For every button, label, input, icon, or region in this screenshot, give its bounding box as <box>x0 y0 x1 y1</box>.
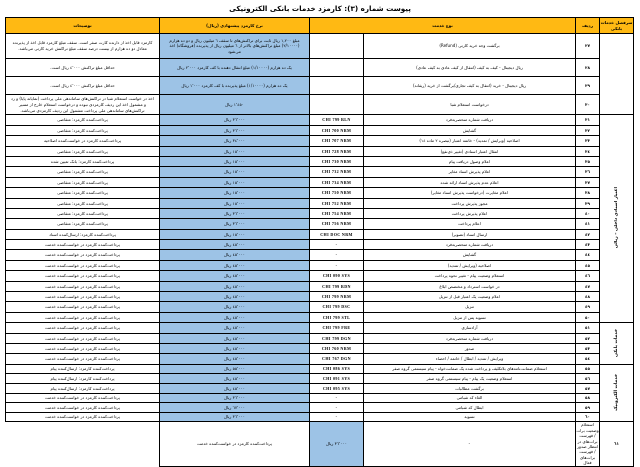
service-code-cell: CHI 090 SYS <box>309 271 363 281</box>
description-cell: پرداخت‌کننده کارمزد: ارسال‌کننده پیام <box>5 364 159 374</box>
fee-amount-cell: ٤٥٬٠٠٠ ریال <box>159 302 309 312</box>
row-number-cell: ٥٧ <box>576 383 600 393</box>
service-code-cell: CHI 734 NRM <box>309 177 363 187</box>
fee-amount-cell: ٤٥٬٠٠٠ ریال <box>159 250 309 260</box>
fee-amount-cell: ٤٥٬٠٠٠ ریال <box>159 354 309 364</box>
service-code-cell: CHI 799 DGN <box>309 333 363 343</box>
description-cell: پرداخت‌کننده کارمزد در خواست‌کننده خدمت <box>5 260 159 270</box>
table-row <box>5 374 633 384</box>
description-cell: پرداخت‌کننده کارمزد: بانک تعیین شده <box>5 156 159 166</box>
description-cell: پرداخت‌کننده کارمزد در خواست‌کننده خدمت <box>5 312 159 322</box>
description-cell: پرداخت‌کننده کارمزد در خواست‌کننده خدمت <box>5 240 159 250</box>
table-row <box>5 177 633 187</box>
service-code-cell: CHI 091 SYS <box>309 374 363 384</box>
service-code-cell: CHI 728 NRM <box>309 146 363 156</box>
header-fee-rate: نرخ کارمزد پیشنهادی (ریال) <box>159 18 309 34</box>
service-name-cell: اعلام مغایرت (درخواست پذیرش اسناد مغایر) <box>364 188 576 198</box>
service-code-cell: CHI 707 NRM <box>309 136 363 146</box>
fee-amount-cell: ١٥٬٠٠٠ ریال <box>159 198 309 208</box>
description-cell: کارمزد قابل اخذ از دارنده کارت صفر است. سقف مبلغ کارمزد قابل اخذ از پذیرنده معادل دو ده هزارم از بیست درصد سقف مبلغ تراکنش خرید کارتی می‌باشد. <box>5 34 159 59</box>
fee-amount-cell: ٤٥٬٠٠٠ ریال <box>159 323 309 333</box>
fee-amount-cell: مبلغ ١,٢٠٠ ریال ثابت برای تراکنش‌های تا سقف ٦ میلیون ریال و دو ده هزارم (٢/١٠٠٠٠) مبلغ تراکنش‌های بالاتر از ٦ میلیون ریال از پذیرنده (فروشگاه) اخذ می‌شود <box>159 34 309 59</box>
fee-amount-cell: ٤٥٬٠٠٠ ریال <box>159 240 309 250</box>
description-cell: پرداخت‌کننده کارمزد: متقاضی <box>5 219 159 229</box>
fee-amount-cell: ٦٧٬٠٠٠ ریال <box>159 403 309 413</box>
service-code-cell <box>309 59 363 77</box>
description-cell: پرداخت‌کننده کارمزد: متقاضی <box>5 167 159 177</box>
table-row <box>5 240 633 250</box>
description-cell: پرداخت‌کننده کارمزد در خواست‌کننده خدمت <box>5 323 159 333</box>
table-row <box>5 302 633 312</box>
service-code-cell: - <box>309 403 363 413</box>
description-cell: پرداخت‌کننده کارمزد در خواست‌کننده خدمت <box>5 302 159 312</box>
fee-amount-cell: ٣٦٬٠٠٠ ریال <box>159 208 309 218</box>
table-row <box>5 250 633 260</box>
table-row <box>5 219 633 229</box>
service-name-cell: تنزیل <box>364 302 576 312</box>
fee-amount-cell: ٤٥٬٠٠٠ ریال <box>159 333 309 343</box>
fee-amount-cell: ٤٥٬٠٠٠ ریال <box>159 374 309 384</box>
service-code-cell <box>309 34 363 59</box>
row-number-cell: ٤٢ <box>576 229 600 239</box>
fee-amount-cell: ٣٦٬٠٠٠ ریال <box>159 412 309 422</box>
table-row <box>5 393 633 403</box>
header-row-no: ردیف <box>576 18 600 34</box>
description-cell: پرداخت‌کننده کارمزد در خواست‌کننده خدمت <box>159 422 309 466</box>
fee-amount-cell: ٣٦٬٠٠٠ ریال <box>309 422 363 466</box>
service-code-cell: CHI 095 SYS <box>309 383 363 393</box>
table-row <box>5 229 633 239</box>
row-number-cell: ٤٩ <box>576 302 600 312</box>
service-name-cell: انتقال اعتبار اسنادی (تغییر ذی‌نفع) <box>364 146 576 156</box>
table-row <box>5 34 633 59</box>
fee-amount-cell: یک ده هزارم (١/١٠٠٠٠) مبلغ انتقال دهنده با کف کارمزد ٢٬٠٠٠ ریال <box>159 59 309 77</box>
service-code-cell: CHI 756 NRM <box>309 219 363 229</box>
service-name-cell: گشایش <box>364 250 576 260</box>
description-cell: پرداخت‌کننده کارمزد: متقاضی <box>5 177 159 187</box>
description-cell: پرداخت‌کننده کارمزد: ارسال‌کننده پیام <box>5 374 159 384</box>
row-number-cell: ٦٠ <box>576 412 600 422</box>
service-code-cell: CHI 799 FRE <box>309 323 363 333</box>
fee-amount-cell: ٥٥٬٠٠٠ ریال <box>159 364 309 374</box>
fee-amount-cell: ١٬٤٥٠ ریال <box>159 95 309 115</box>
service-name-cell: استعلام ضمانت‌نامه‌های بلاتکلیف و پرداخت شده یک ضمانت‌خواه - پیام سیستمی گروه صفر <box>364 364 576 374</box>
header-service-type: نوع خدمت <box>309 18 575 34</box>
service-code-cell: CHI 750 NRM <box>309 188 363 198</box>
service-name-cell: اعلام عدم پذیرش اسناد ارائه شده <box>364 177 576 187</box>
fee-amount-cell: ٤٥٬٠٠٠ ریال <box>159 271 309 281</box>
header-category: سرفصل خدمات بانکی <box>600 18 634 34</box>
service-code-cell: - <box>309 240 363 250</box>
description-cell: پرداخت‌کننده کارمزد در خواست‌کننده خدمت <box>5 292 159 302</box>
row-number-cell: ٣٦ <box>576 167 600 177</box>
service-name-cell: در خواست استرداد و مختصص ابلاغ <box>364 281 576 291</box>
row-number-cell: ٤٥ <box>576 260 600 270</box>
fee-amount-cell: ٤٥٬٠٠٠ ریال <box>159 312 309 322</box>
service-name-cell: دریافت شماره منحصربه‌فرد <box>364 115 576 125</box>
service-code-cell: - <box>364 422 576 466</box>
category-cell <box>600 115 634 323</box>
service-name-cell: برگشت وجه خرید کارتی (Refund) <box>364 34 576 59</box>
fee-amount-cell: ١٥٬٠٠٠ ریال <box>159 167 309 177</box>
fee-amount-cell: ١٥٬٠٠٠ ریال <box>159 229 309 239</box>
fee-amount-cell: ٤٥٬٠٠٠ ریال <box>159 292 309 302</box>
row-number-cell: ٤٨ <box>576 292 600 302</box>
service-name-cell: استعلام وضعیت برات / فهرست برات‌های در انتظار صدور / فهرست برات‌های فعال <box>576 422 599 466</box>
service-code-cell: CHI 732 NRM <box>309 167 363 177</box>
description-cell: پرداخت‌کننده کارمزد: متقاضی <box>5 198 159 208</box>
description-cell: پرداخت‌کننده کارمزد در خواست‌کننده خدمت <box>5 403 159 413</box>
row-number-cell: ٣٣ <box>576 136 600 146</box>
service-name-cell: برگشت مطالبات <box>364 383 576 393</box>
table-row <box>5 167 633 177</box>
service-code-cell: CHI 700 NRM <box>309 125 363 135</box>
service-code-cell: CHI 799 RLN <box>309 115 363 125</box>
description-cell: پرداخت‌کننده کارمزد در خواست‌کننده خدمت <box>5 343 159 353</box>
service-name-cell: ریال دیجیتال - کیف به کیف (انتقال از کیف عادی به کیف عادی) <box>364 59 576 77</box>
table-row <box>5 292 633 302</box>
table-row <box>5 115 633 125</box>
page-title: پیوست شماره (٣): کارمزد خدمات بانکی الکترونیکی <box>229 4 411 13</box>
description-cell: پرداخت‌کننده کارمزد: متقاضی <box>5 208 159 218</box>
fee-amount-cell: ٤٥٬٠٠٠ ریال <box>159 343 309 353</box>
service-name-cell: اعلام پرداخت <box>364 219 576 229</box>
service-code-cell: CHI 730 NRM <box>309 156 363 166</box>
description-cell: پرداخت‌کننده کارمزد در خواست‌کننده اصلاحیه <box>5 136 159 146</box>
row-number-cell: ٦١ <box>600 422 634 466</box>
row-number-cell: ٤٤ <box>576 250 600 260</box>
header-descriptions: توضیحات <box>5 18 159 34</box>
fee-amount-cell: ١٥٬٠٠٠ ریال <box>159 188 309 198</box>
row-number-cell: ٤٦ <box>576 271 600 281</box>
service-name-cell: اعلام پذیرش اسناد مغایر <box>364 167 576 177</box>
table-row <box>5 281 633 291</box>
service-name-cell: تسویه <box>364 412 576 422</box>
service-name-cell: دریافت شماره منحصربه‌فرد <box>364 333 576 343</box>
service-code-cell: CHI 767 DGN <box>309 354 363 364</box>
service-code-cell <box>309 95 363 115</box>
table-row <box>5 343 633 353</box>
service-code-cell: - <box>309 412 363 422</box>
table-row <box>5 422 633 466</box>
row-number-cell: ٥٩ <box>576 403 600 413</box>
service-code-cell: CHI 799 NRM <box>309 292 363 302</box>
fee-amount-cell: ٤٥٬٠٠٠ ریال <box>159 383 309 393</box>
table-row <box>5 156 633 166</box>
description-cell: پرداخت‌کننده کارمزد در خواست‌کننده خدمت <box>5 412 159 422</box>
fee-amount-cell: یک ده هزارم (١/١٠٠٠٠) مبلغ پذیرنده با کف کارمزد ١٬٠٠٠ ریال <box>159 77 309 95</box>
row-number-cell: ٥٢ <box>576 333 600 343</box>
table-row <box>5 146 633 156</box>
table-row <box>5 59 633 77</box>
fee-amount-cell: ٣٤٬٠٠٠ ریال <box>159 136 309 146</box>
table-row <box>5 188 633 198</box>
service-name-cell: الغاء کد شبامی <box>364 393 576 403</box>
service-name-cell: دریافت شماره منحصربه‌فرد <box>364 240 576 250</box>
row-number-cell: ٤٠ <box>576 208 600 218</box>
service-name-cell: استعلام وضعیت یک پیام - پیام سیستمی گروه صفر <box>364 374 576 384</box>
row-number-cell: ٣٢ <box>576 125 600 135</box>
service-code-cell: - <box>309 393 363 403</box>
row-number-cell: ٣١ <box>576 115 600 125</box>
table-row <box>5 95 633 115</box>
fee-amount-cell: ٤٥٬٠٠٠ ریال <box>159 281 309 291</box>
row-number-cell: ٥٠ <box>576 312 600 322</box>
row-number-cell: ٥٣ <box>576 343 600 353</box>
table-row <box>5 364 633 374</box>
row-number-cell: ٣٤ <box>576 146 600 156</box>
row-number-cell: ٣٩ <box>576 198 600 208</box>
table-row <box>5 333 633 343</box>
service-name-cell: صدور <box>364 343 576 353</box>
fee-amount-cell: ٣٦٬٠٠٠ ریال <box>159 115 309 125</box>
description-cell: پرداخت‌کننده کارمزد در خواست‌کننده خدمت <box>5 271 159 281</box>
category-cell <box>600 323 634 365</box>
service-name-cell: اصلاحیه (ویرایش / تمدید) <box>364 260 576 270</box>
category-label: اعتبار اسنادی داخلی – ریالی <box>614 187 619 249</box>
category-label: خدمات الکترونیک <box>614 373 619 411</box>
service-name-cell: مجوز پذیرش پرداخت <box>364 198 576 208</box>
description-cell: حداقل مبلغ تراکنش ٤٬٠٠٠ ریال است. <box>5 77 159 95</box>
table-row <box>5 208 633 218</box>
service-code-cell: CHI 799 RDN <box>309 281 363 291</box>
row-number-cell: ٥١ <box>576 323 600 333</box>
service-name-cell: ابطال کد شبامی <box>364 403 576 413</box>
description-cell: پرداخت‌کننده کارمزد در خواست‌کننده خدمت <box>5 393 159 403</box>
description-cell: پرداخت‌کننده کارمزد: متقاضی <box>5 115 159 125</box>
fee-amount-cell: ٣٦٬٠٠٠ ریال <box>159 393 309 403</box>
row-number-cell: ٥٤ <box>576 354 600 364</box>
description-cell: پرداخت‌کننده کارمزد: متقاضی <box>5 125 159 135</box>
table-row <box>5 260 633 270</box>
service-name-cell: ارسال اسناد (تصویر) <box>364 229 576 239</box>
service-name-cell: استعلام وضعیت پیام - تغییر نحوه پرداخت <box>364 271 576 281</box>
description-cell: پرداخت‌کننده کارمزد در خواست‌کننده خدمت <box>5 333 159 343</box>
service-name-cell: اعلام وصول دریافت پیام <box>364 156 576 166</box>
table-row <box>5 125 633 135</box>
description-cell: پرداخت‌کننده کارمزد: ارسال‌کننده اسناد <box>5 229 159 239</box>
service-code-cell <box>309 77 363 95</box>
row-number-cell: ٢٩ <box>576 77 600 95</box>
table-header <box>5 18 633 34</box>
fee-amount-cell: ١٥٬٠٠٠ ریال <box>159 177 309 187</box>
service-name-cell: آزادسازی <box>364 323 576 333</box>
row-number-cell: ٤٣ <box>576 240 600 250</box>
table-row <box>5 136 633 146</box>
row-number-cell: ٥٨ <box>576 393 600 403</box>
row-number-cell: ٥٥ <box>576 364 600 374</box>
service-code-cell: CHI 799 DSC <box>309 302 363 312</box>
description-cell: پرداخت‌کننده کارمزد در خواست‌کننده خدمت <box>5 354 159 364</box>
table-row <box>5 403 633 413</box>
fee-amount-cell: ٤٥٬٠٠٠ ریال <box>159 260 309 270</box>
service-code-cell: CHI DOC NRM <box>309 229 363 239</box>
table-row <box>5 323 633 333</box>
service-code-cell: CHI 086 SYS <box>309 364 363 374</box>
row-number-cell: ٣٧ <box>576 177 600 187</box>
service-code-cell: CHI 752 NRM <box>309 198 363 208</box>
fee-amount-cell: ٣٦٬٠٠٠ ریال <box>159 219 309 229</box>
category-cell <box>600 34 634 115</box>
fee-schedule-table <box>5 17 634 467</box>
table-body <box>5 34 633 467</box>
service-name-cell: اعلام وضعیت یک اعتبار قبل از تنزیل <box>364 292 576 302</box>
category-cell <box>600 364 634 422</box>
service-name-cell: ریال دیجیتال - خرید (انتقال به کیف تجاری/برگشت از خرید (ریفاند) <box>364 77 576 95</box>
row-number-cell: ٤٧ <box>576 281 600 291</box>
service-name-cell: اصلاحیه (ویرایش / تمدید) - خاتمه اعتبار (تبصره ٢ ماده ١٤) <box>364 136 576 146</box>
row-number-cell: ٣٨ <box>576 188 600 198</box>
row-number-cell: ٢٧ <box>576 34 600 59</box>
fee-amount-cell: ١٥٬٠٠٠ ریال <box>159 146 309 156</box>
service-name-cell: اعلام پذیرش پرداخت <box>364 208 576 218</box>
row-number-cell: ٣٥ <box>576 156 600 166</box>
row-number-cell: ٤١ <box>576 219 600 229</box>
table-row <box>5 383 633 393</box>
service-code-cell: CHI 799 STL <box>309 312 363 322</box>
service-name-cell: تسویه پس از تنزیل <box>364 312 576 322</box>
table-row <box>5 354 633 364</box>
row-number-cell: ٥٦ <box>576 374 600 384</box>
table-row <box>5 312 633 322</box>
service-code-cell: - <box>309 260 363 270</box>
description-cell: پرداخت‌کننده کارمزد: متقاضی <box>5 188 159 198</box>
description-cell: پرداخت‌کننده کارمزد: ارسال‌کننده پیام <box>5 383 159 393</box>
fee-amount-cell: ٣٦٬٠٠٠ ریال <box>159 125 309 135</box>
description-cell: پرداخت‌کننده کارمزد: متقاضی <box>5 146 159 156</box>
table-row <box>5 77 633 95</box>
service-name-cell: گشایش <box>364 125 576 135</box>
category-label: خدمات بانکی <box>614 328 619 357</box>
description-cell: حداقل مبلغ تراکنش ٤٬٠٠٠ ریال است. <box>5 59 159 77</box>
service-code-cell: CHI 754 NRM <box>309 208 363 218</box>
service-code-cell: CHI 760 NRM <box>309 343 363 353</box>
service-code-cell: - <box>309 250 363 260</box>
service-name-cell: ویرایش / تمدید / ابطال / خاتمه / احصاء <box>364 354 576 364</box>
description-cell: پرداخت‌کننده کارمزد در خواست‌کننده خدمت <box>5 281 159 291</box>
description-cell: اخذ در خواست استعلام شبا در تراکنش‌های ساماندهی ملی پرداخت (نمایانه پایا) و رد و مشمول اخذ این ردیف کارمزدی نبوده و درخواست استعلام خارج از مسیر تراکنش‌های ساماندهی ملی پرداخت مشمول این ردیف کارمزدی می‌باشد. <box>5 95 159 115</box>
description-cell: پرداخت‌کننده کارمزد در خواست‌کننده خدمت <box>5 250 159 260</box>
table-row <box>5 198 633 208</box>
row-number-cell: ٣٠ <box>576 95 600 115</box>
table-row <box>5 271 633 281</box>
table-row <box>5 412 633 422</box>
service-name-cell: درخواست استعلام شبا <box>364 95 576 115</box>
fee-amount-cell: ١٥٬٠٠٠ ریال <box>159 156 309 166</box>
row-number-cell: ٢٨ <box>576 59 600 77</box>
